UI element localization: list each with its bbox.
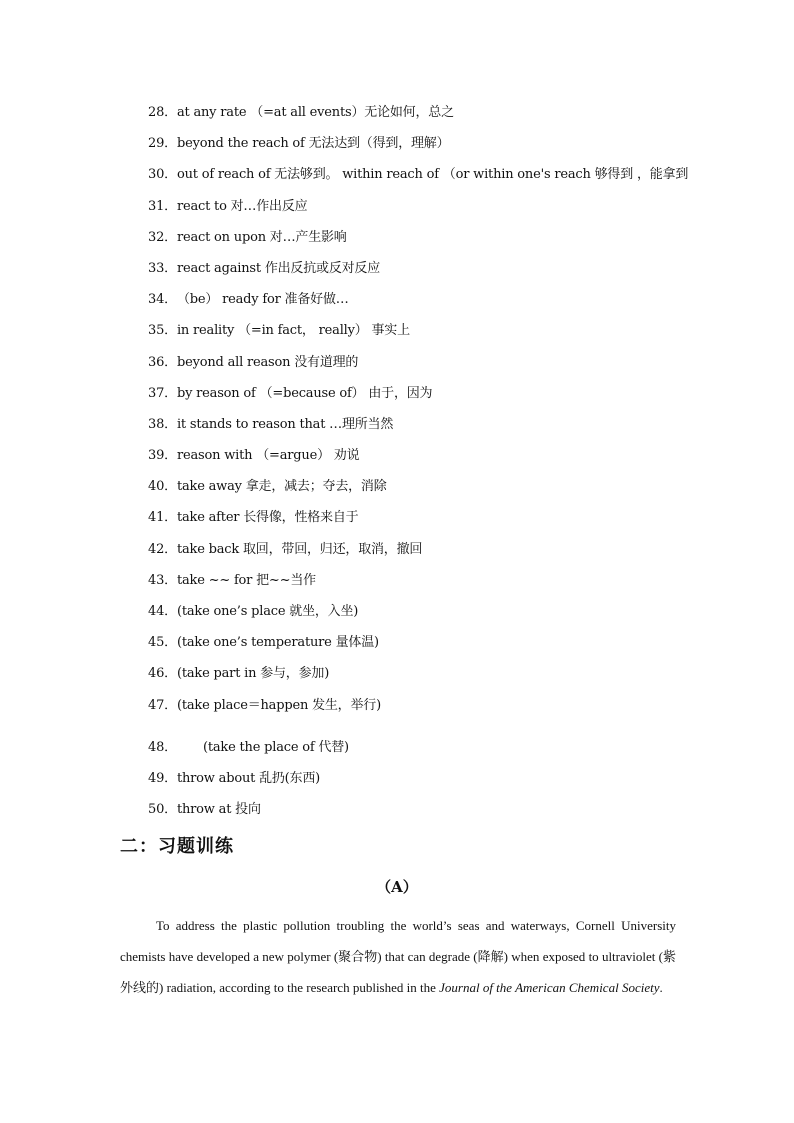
phrase-item xyxy=(148,768,748,799)
passage-end: . xyxy=(659,980,663,995)
phrase-number: 29． xyxy=(148,136,177,152)
phrase-number: 31． xyxy=(148,198,177,214)
phrase-number: 33． xyxy=(148,260,177,276)
phrase-item xyxy=(148,102,748,133)
phrase-text: throw at 投向 xyxy=(176,802,261,818)
phrase-text: beyond all reason 没有道理的 xyxy=(176,354,359,370)
phrase-item xyxy=(148,227,748,258)
phrase-text: throw about 乱扔(东西) xyxy=(176,770,321,786)
phrase-item xyxy=(148,476,748,507)
phrase-number: 39． xyxy=(148,448,177,464)
phrase-number: 41． xyxy=(148,510,177,526)
phrase-text: reason with （=argue） 劝说 xyxy=(176,448,360,464)
phrase-item xyxy=(148,383,748,414)
phrase-item xyxy=(148,352,748,383)
phrase-text: at any rate （=at all events）无论如何，总之 xyxy=(176,105,454,120)
phrase-item xyxy=(148,663,748,694)
phrase-number: 49． xyxy=(148,770,177,786)
journal-title: Journal of the American Chemical Society xyxy=(439,980,660,995)
phrase-item xyxy=(148,414,748,445)
phrase-item xyxy=(148,632,748,663)
phrase-item xyxy=(148,164,748,195)
phrase-text: in reality （=in fact， really） 事实上 xyxy=(176,323,410,339)
section-heading: 二：习题训练 xyxy=(120,836,234,857)
phrase-number: 37． xyxy=(148,385,177,401)
phrase-number: 28． xyxy=(148,105,177,120)
phrase-text: take ~~ for 把~~当作 xyxy=(176,572,316,588)
phrase-item xyxy=(148,289,748,320)
phrase-number: 42． xyxy=(148,541,177,557)
phrase-text: take away 拿走，减去；夺去，消除 xyxy=(176,479,387,495)
phrase-text: react against 作出反抗或反对反应 xyxy=(176,260,381,276)
phrase-text: take after 长得像，性格来自于 xyxy=(176,510,359,526)
passage-label: （A） xyxy=(376,878,418,896)
phrase-number: 46． xyxy=(148,666,177,682)
phrase-text: (take place＝happen 发生，举行) xyxy=(176,697,381,713)
phrase-text: react to 对…作出反应 xyxy=(176,198,308,214)
phrase-list xyxy=(148,102,748,830)
phrase-number: 32． xyxy=(148,229,177,245)
phrase-text: by reason of （=because of） 由于，因为 xyxy=(176,385,433,401)
phrase-text: take back 取回，带回，归还，取消，撤回 xyxy=(176,541,423,557)
phrase-text: (take part in 参与，参加) xyxy=(176,666,330,682)
phrase-text: (take one’s place 就坐，入坐) xyxy=(176,604,359,619)
phrase-number: 35． xyxy=(148,323,177,339)
phrase-item xyxy=(148,601,748,632)
phrase-item xyxy=(148,539,748,570)
phrase-item xyxy=(148,695,748,726)
phrase-item xyxy=(148,507,748,538)
phrase-number: 47． xyxy=(148,697,177,713)
phrase-number: 48． xyxy=(148,739,177,755)
phrase-text: out of reach of 无法够到。 within reach of （or within one's reach 够得到 ，能拿到 xyxy=(176,167,689,183)
phrase-number: 43． xyxy=(148,572,177,588)
phrase-item xyxy=(148,799,748,830)
phrase-item xyxy=(148,133,748,164)
phrase-number: 30． xyxy=(148,167,177,183)
phrase-item xyxy=(148,196,748,227)
phrase-item xyxy=(148,445,748,476)
phrase-number: 40． xyxy=(148,479,177,495)
phrase-item xyxy=(148,258,748,289)
phrase-number: 38． xyxy=(148,416,177,432)
phrase-text: （be） ready for 准备好做… xyxy=(176,292,349,308)
phrase-number: 34． xyxy=(148,292,177,308)
reading-passage xyxy=(120,910,676,1003)
phrase-number: 45． xyxy=(148,635,177,651)
phrase-text: react on upon 对…产生影响 xyxy=(176,229,347,245)
phrase-number: 36． xyxy=(148,354,177,370)
phrase-item xyxy=(148,737,748,768)
passage-text: To address the plastic pollution troubling the world’s seas and waterways, Cornell University chemists have developed a new polymer (聚合物) that can degrade (降解) when exposed to ultraviolet (紫外线的) radiation, according to the research published in the xyxy=(120,918,676,995)
phrase-text: (take the place of 代替) xyxy=(202,739,349,755)
phrase-text: beyond the reach of 无法达到（得到，理解） xyxy=(176,136,450,152)
phrase-item xyxy=(148,570,748,601)
phrase-text: it stands to reason that …理所当然 xyxy=(176,416,394,432)
phrase-item xyxy=(148,320,748,351)
phrase-number: 44． xyxy=(148,604,177,619)
phrase-number: 50． xyxy=(148,802,177,818)
phrase-text: (take one’s temperature 量体温) xyxy=(176,635,379,651)
